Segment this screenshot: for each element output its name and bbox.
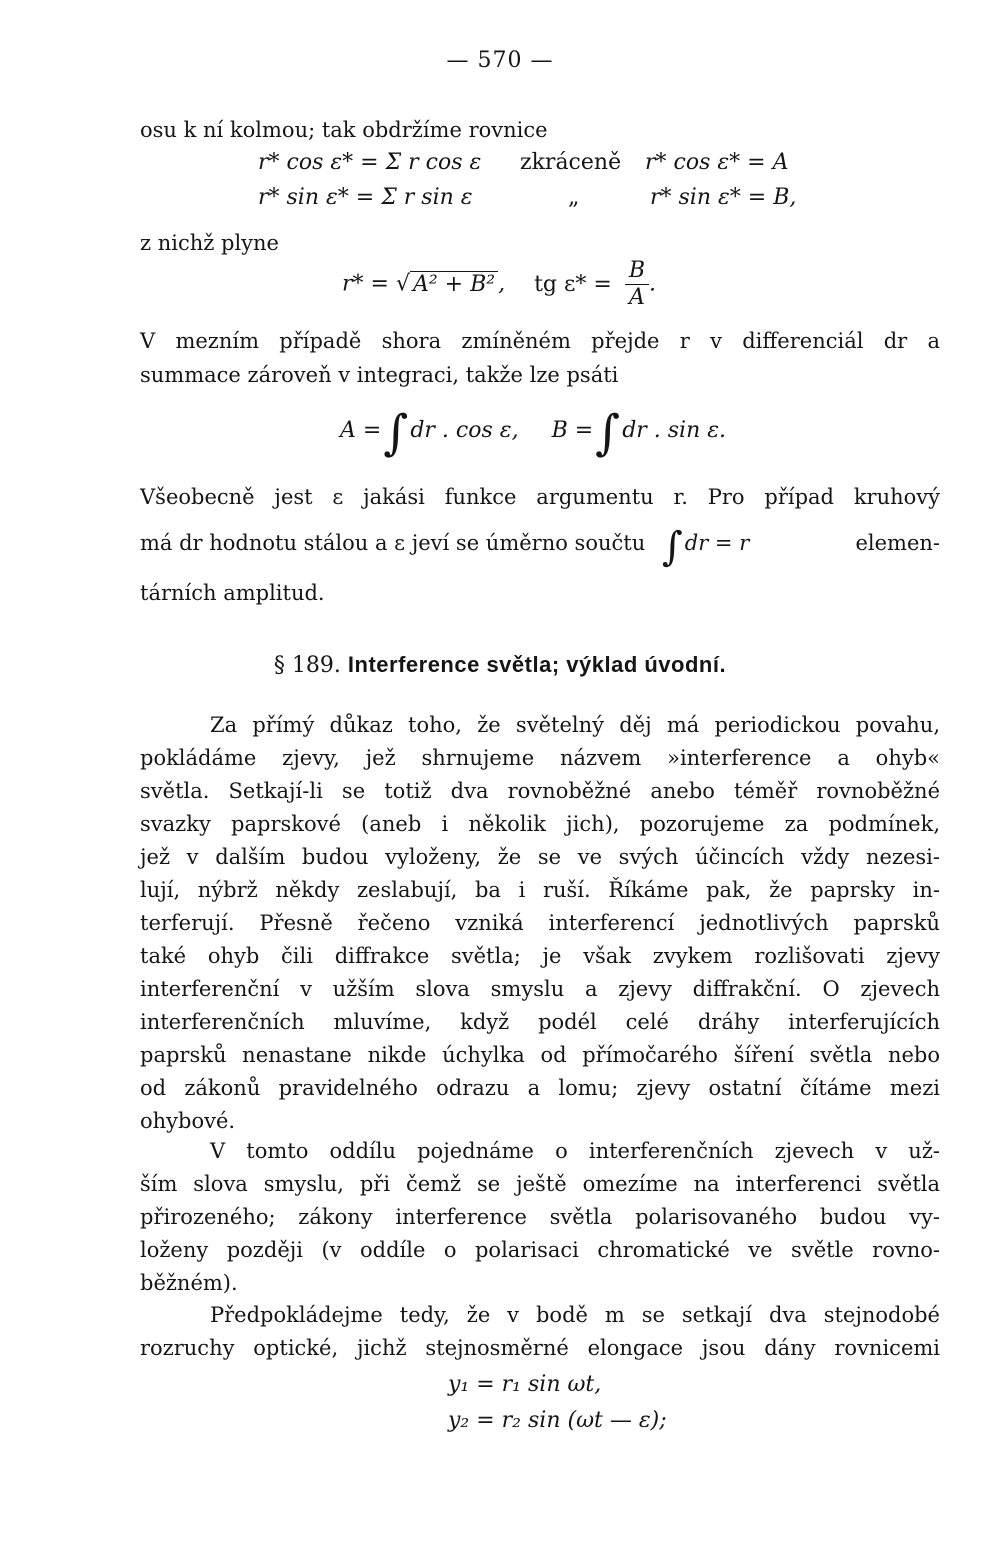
integral-a-body: dr . cos ε,	[410, 418, 519, 443]
z-nichz-line: z nichž plyne	[140, 231, 279, 255]
paragraph-line: také ohyb čili diffrakce světla; je však zvykem rozlišovati zjevy	[140, 944, 940, 968]
fraction-denominator: A	[628, 285, 645, 310]
sqrt-content: A² + B²	[410, 271, 498, 297]
intro-line: osu k ní kolmou; tak obdržíme rovnice	[140, 118, 548, 142]
paragraph-text-end: elemen-	[855, 531, 940, 555]
paragraph-line: tárních amplitud.	[140, 581, 325, 605]
integral-b-lhs: B =	[551, 418, 594, 443]
equation-r-cos	[258, 150, 481, 175]
paragraph-line: summace zároveň v integraci, takže lze psáti	[140, 363, 619, 387]
paragraph-line: běžném).	[140, 1271, 238, 1295]
paragraph-line: od zákonů pravidelného odrazu a lomu; zjevy ostatní čítáme mezi	[140, 1076, 940, 1100]
paragraph-text: má dr hodnotu stálou a ε jeví se úměrno součtu	[140, 531, 646, 555]
equation-y1: y₁ = r₁ sin ωt,	[448, 1372, 602, 1397]
paragraph-line: světla. Setkají-li se totiž dva rovnoběžné anebo téměř rovnoběžné	[140, 779, 940, 803]
tangent-lhs: tg ε* =	[534, 271, 619, 297]
inline-integral	[660, 524, 750, 570]
paragraph-line: V tomto oddílu pojednáme o interferenčních zjevech v už-	[210, 1139, 940, 1163]
equation-r-cos-left: r* cos ε* = Σ r cos ε	[258, 150, 482, 175]
paragraph-line: jež v dalším budou vyloženy, že se ve svých účincích vždy nezesi-	[140, 845, 940, 869]
paragraph-line: terferují. Přesně řečeno vzniká interferencí jednotlivých paprsků	[140, 911, 940, 935]
equation-r-cos-right: r* cos ε* = A	[645, 150, 789, 175]
paragraph-line: loženy později (v oddíle o polarisaci chromatické ve světle rovno-	[140, 1238, 940, 1262]
inline-integral-body: dr = r	[684, 531, 750, 555]
paragraph-line: interferenční v užším slova smyslu a zjevy diffrakční. O zjevech	[140, 977, 940, 1001]
paragraph-line: ohybové.	[140, 1109, 236, 1133]
equation-r-sin-left: r* sin ε* = Σ r sin ε	[258, 185, 473, 210]
paragraph-line: lují, nýbrž někdy zeslabují, ba i ruší. Říkáme pak, že paprsky in-	[140, 878, 940, 902]
magnitude-lhs: r* =	[342, 271, 396, 297]
equation-ditto-mark: „	[568, 185, 580, 210]
paragraph-line: ším slova smyslu, při čemž se ještě omezíme na interferenci světla	[140, 1172, 940, 1196]
magnitude-comma: ,	[498, 271, 506, 297]
integral-sign-icon: ∫	[383, 405, 409, 461]
equation-abbrev-label: zkráceně	[520, 150, 622, 175]
paragraph-line: Za přímý důkaz toho, že světelný děj má periodickou povahu,	[210, 713, 940, 737]
paragraph-line: svazky paprskové (aneb i několik jich), pozorujeme za podmínek,	[140, 812, 940, 836]
section-title: Interference světla; výklad úvodní.	[347, 652, 727, 677]
equation-r-sin-right: r* sin ε* = B,	[650, 185, 797, 210]
section-number: § 189.	[273, 653, 341, 678]
paragraph-line: Všeobecně jest ε jakási funkce argumentu r. Pro případ kruhový	[140, 485, 940, 509]
equation-magnitude	[342, 258, 656, 311]
integral-sign-icon: ∫	[595, 405, 621, 461]
paragraph-line: interferenčních mluvíme, když podél celé dráhy interferujících	[140, 1010, 940, 1034]
paragraph-line: V mezním případě shora zmíněném přejde r v differenciál dr a	[140, 329, 940, 353]
tangent-end: .	[649, 271, 656, 297]
integral-a-lhs: A =	[340, 418, 382, 443]
page-number: — 570 —	[446, 48, 554, 73]
paragraph-line: rozruchy optické, jichž stejnosměrné elongace jsou dány rovnicemi	[140, 1336, 940, 1360]
equation-integrals	[340, 405, 726, 461]
integral-sign-icon: ∫	[661, 524, 683, 570]
paragraph-line-with-integral	[140, 524, 940, 570]
paragraph-line: Předpokládejme tedy, že v bodě m se setkají dva stejnodobé	[210, 1303, 940, 1327]
sqrt-sign: √	[395, 271, 410, 297]
fraction-numerator: B	[625, 258, 649, 285]
paragraph-line: paprsků nenastane nikde úchylka od přímočarého šíření světla nebo	[140, 1043, 940, 1067]
fraction-b-over-a	[625, 258, 649, 311]
paragraph-line: pokládáme zjevy, jež shrnujeme názvem »interference a ohyb«	[140, 746, 940, 770]
section-heading	[0, 652, 1000, 678]
integral-b-body: dr . sin ε.	[622, 418, 727, 443]
paragraph-line: přirozeného; zákony interference světla polarisovaného budou vy-	[140, 1205, 940, 1229]
equation-y2: y₂ = r₂ sin (ωt — ε);	[448, 1408, 667, 1433]
